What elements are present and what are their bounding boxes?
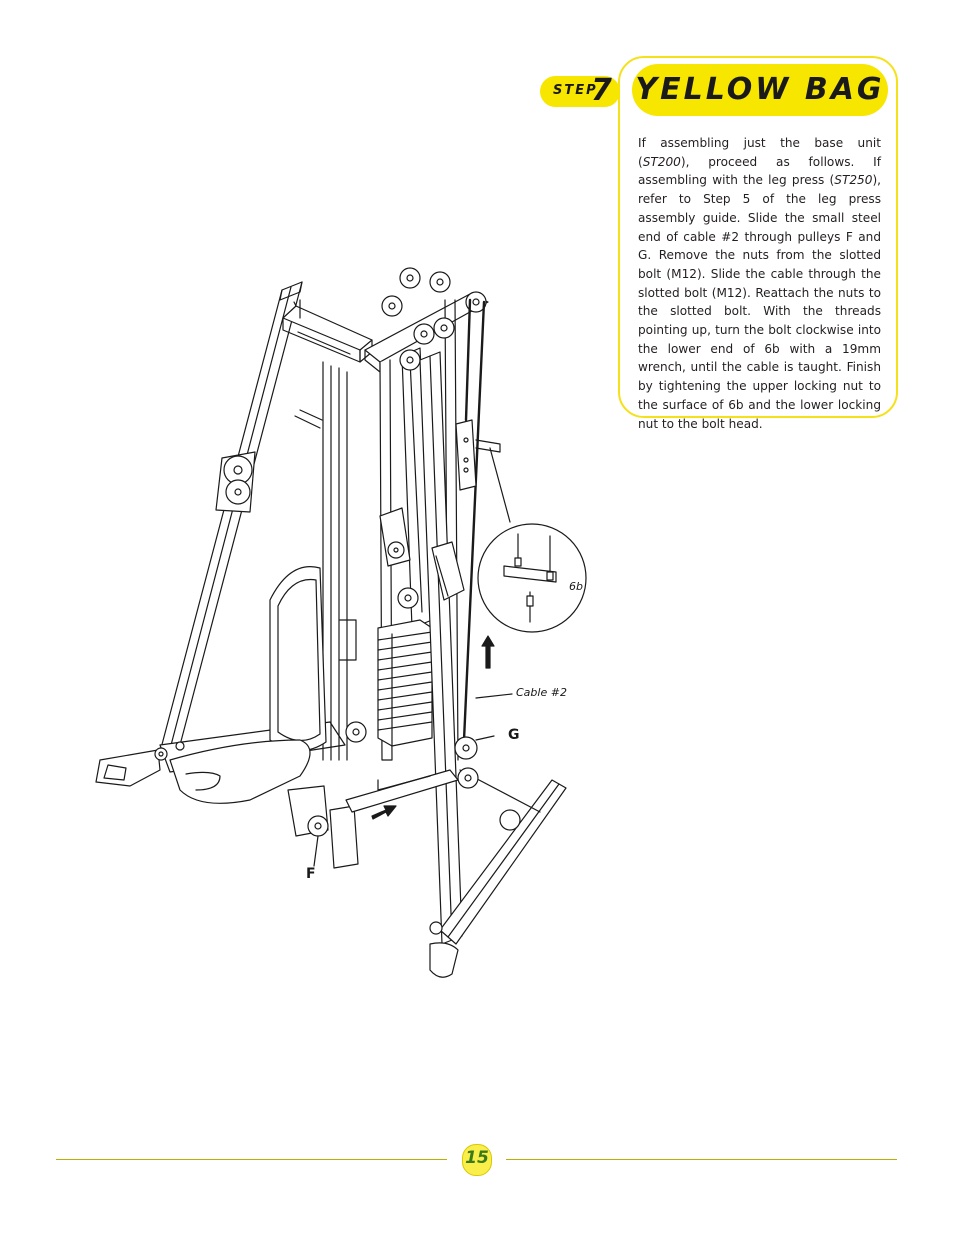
seat-back [270, 567, 326, 751]
label-cable-2: Cable #2 [516, 686, 567, 699]
footer-rule-right [506, 1159, 897, 1160]
instructions-part: If assembling just the base unit ( [638, 136, 881, 169]
step-number: 7 [591, 73, 612, 108]
footer-rule-left [56, 1159, 447, 1160]
instructions-part: ), refer to Step 5 of the leg press assembly guide. Slide the small steel end of cable #2 through pulleys F and G. Remove the nuts from the slotted bolt (M12). Slide the cable through the slotted bolt (M12). Reattach the nuts to the slotted bolt. With the threads pointing up, turn the bolt clockwise into the lower end of 6b with a 19mm wrench, until the cable is taught. Finish by tightening the upper locking nut to the surface of 6b and the lower locking nut to the bolt head. [638, 173, 881, 431]
instructions-part: ), proceed as follows. If assembling with the leg press ( [638, 154, 881, 188]
arm-pulley [216, 452, 255, 512]
callout-leader [490, 448, 510, 522]
label-pulley-g: G [508, 727, 520, 743]
cable-leader [476, 694, 512, 698]
model-code: ST250 [834, 173, 873, 188]
step-title: YELLOW BAG [635, 72, 885, 107]
step-label: STEP [553, 83, 598, 98]
detail-callout [478, 524, 586, 632]
label-pulley-f: F [306, 866, 316, 882]
weight-stack [378, 620, 432, 746]
page-number: 15 [465, 1148, 489, 1168]
page-number-badge [462, 1144, 492, 1176]
model-code: ST200 [642, 154, 681, 169]
foot-handles [288, 786, 358, 868]
label-part-6b: 6b [569, 580, 583, 593]
cable-2 [464, 300, 484, 740]
